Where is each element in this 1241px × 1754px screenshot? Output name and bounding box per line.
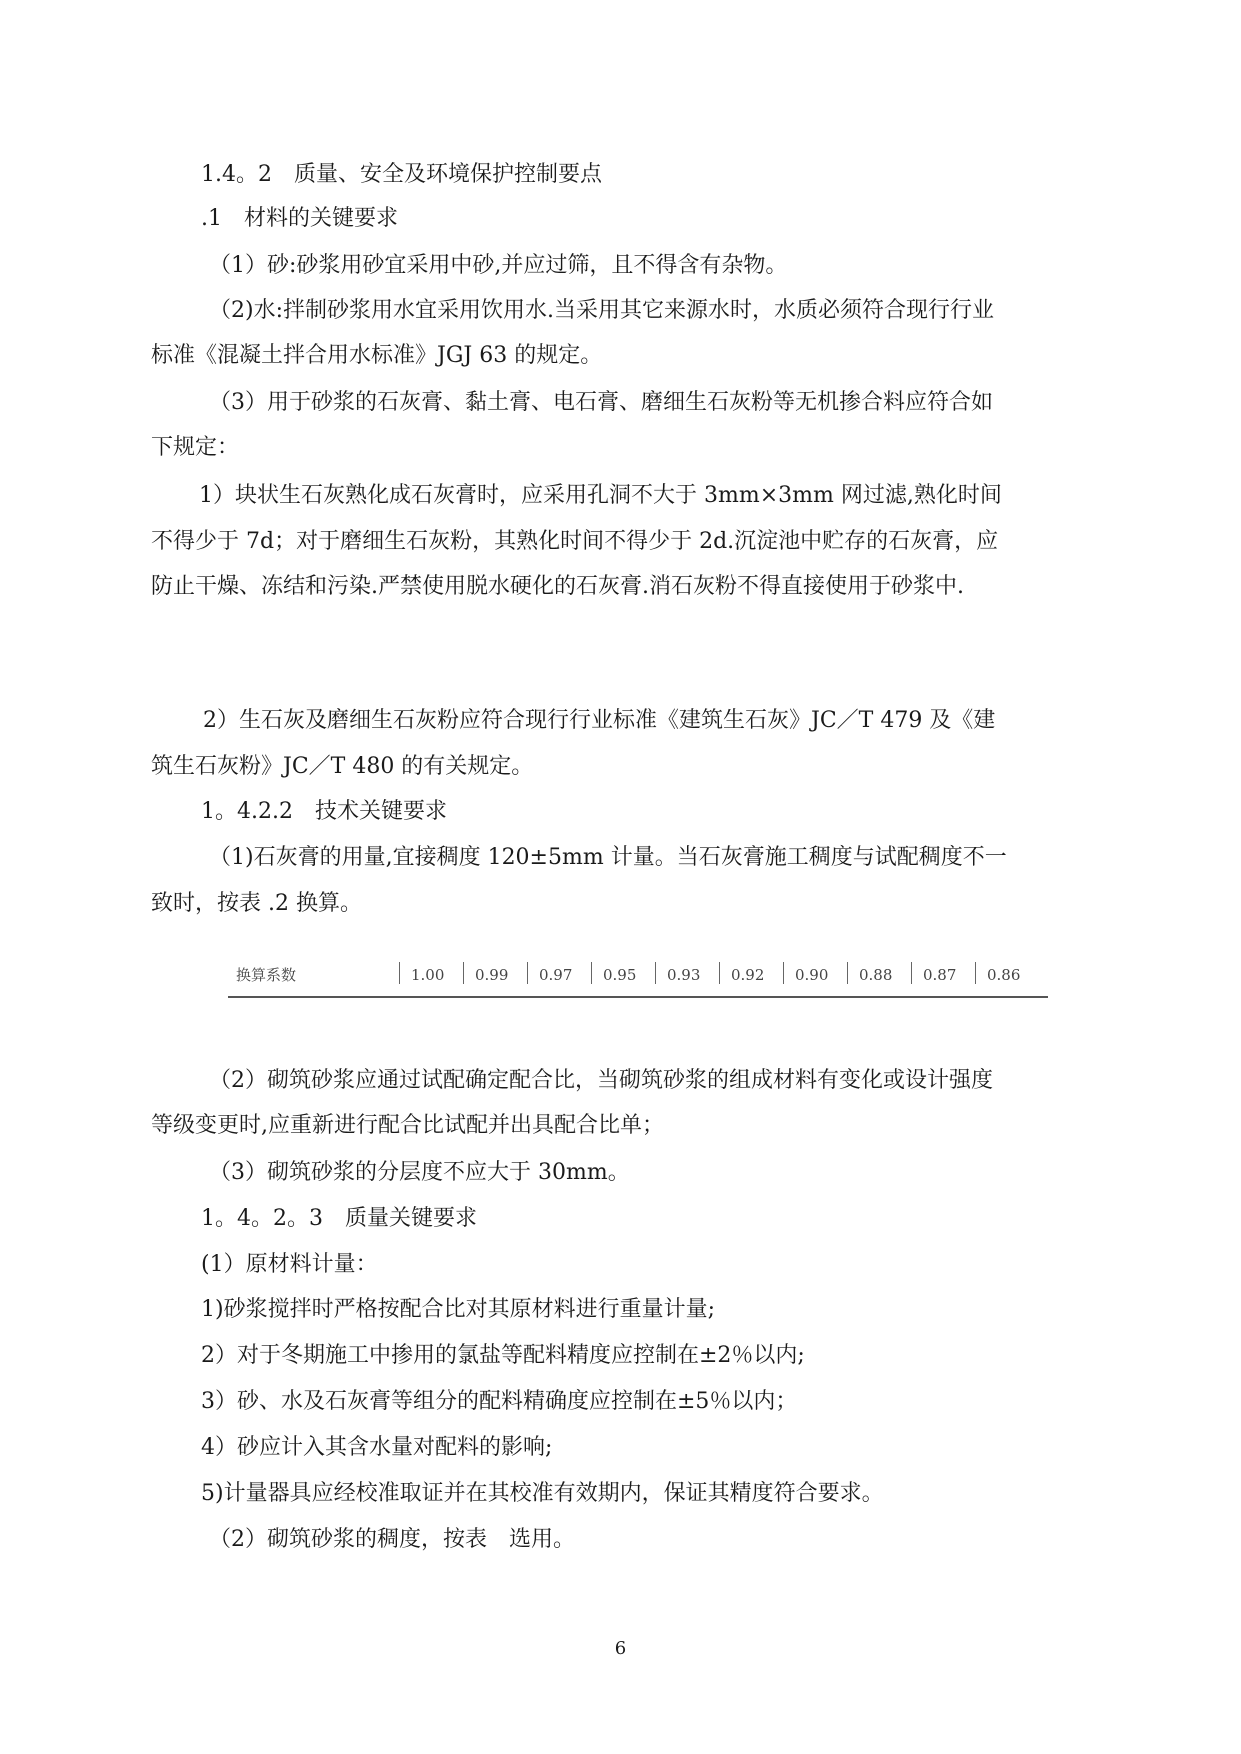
- table-cell: 0.95: [603, 966, 637, 984]
- table-cell: 0.97: [539, 966, 573, 984]
- paragraph-consistency: （2）砌筑砂浆的稠度，按表 选用。: [209, 1527, 575, 1552]
- table-divider: [399, 962, 400, 984]
- subsection-heading-technical: 1。4.2.2 技术关键要求: [201, 799, 447, 824]
- table-divider: [783, 962, 784, 984]
- section-heading-1-4-2: 1.4。2 质量、安全及环境保护控制要点: [201, 162, 602, 187]
- table-cell: 0.92: [731, 966, 765, 984]
- table-divider: [463, 962, 464, 984]
- table-divider: [719, 962, 720, 984]
- table-cell: 0.88: [859, 966, 893, 984]
- paragraph-water-line-2: 标准《混凝土拌合用水标准》JGJ 63 的规定。: [151, 343, 603, 368]
- paragraph-lime-putty-line-3: 防止干燥、冻结和污染.严禁使用脱水硬化的石灰膏.消石灰粉不得直接使用于砂浆中.: [151, 574, 964, 599]
- paragraph-lime-usage-line-2: 致时，按表 .2 换算。: [151, 891, 362, 916]
- paragraph-quicklime-line-2: 筑生石灰粉》JC／T 480 的有关规定。: [151, 754, 534, 779]
- table-row-label: 换算系数: [236, 966, 297, 984]
- table-divider: [847, 962, 848, 984]
- paragraph-lime-putty-line-2: 不得少于 7d；对于磨细生石灰粉，其熟化时间不得少于 2d.沉淀池中贮存的石灰膏，应: [151, 529, 999, 554]
- list-item-5: 5)计量器具应经校准取证并在其校准有效期内，保证其精度符合要求。: [201, 1481, 884, 1506]
- paragraph-mix-ratio-line-2: 等级变更时,应重新进行配合比试配并出具配合比单；: [151, 1113, 664, 1138]
- page-number: 6: [614, 1638, 627, 1659]
- table-cell: 0.93: [667, 966, 701, 984]
- list-item-3: 3）砂、水及石灰膏等组分的配料精确度应控制在±5％以内；: [201, 1389, 798, 1414]
- paragraph-layering: （3）砌筑砂浆的分层度不应大于 30mm。: [209, 1160, 630, 1185]
- paragraph-lime-putty-line-1: 1）块状生石灰熟化成石灰膏时，应采用孔洞不大于 3mm×3mm 网过滤,熟化时间: [199, 483, 1002, 508]
- paragraph-lime-usage-line-1: （1)石灰膏的用量,宜接稠度 120±5mm 计量。当石灰膏施工稠度与试配稠度不一: [209, 845, 1007, 870]
- table-divider: [975, 962, 976, 984]
- subsection-heading-materials: .1 材料的关键要求: [201, 206, 398, 231]
- paragraph-water-line-1: （2)水:拌制砂浆用水宜采用饮用水.当采用其它来源水时，水质必须符合现行行业: [209, 298, 994, 323]
- paragraph-raw-material: (1）原材料计量：: [201, 1252, 378, 1277]
- paragraph-admixture-line-1: （3）用于砂浆的石灰膏、黏土膏、电石膏、磨细生石灰粉等无机掺合料应符合如: [209, 390, 993, 415]
- subsection-heading-quality: 1。4。2。3 质量关键要求: [201, 1206, 477, 1231]
- list-item-2: 2）对于冬期施工中掺用的氯盐等配料精度应控制在±2％以内;: [201, 1343, 805, 1368]
- table-cell: 0.90: [795, 966, 829, 984]
- table-cell: 0.86: [987, 966, 1021, 984]
- paragraph-quicklime-line-1: 2）生石灰及磨细生石灰粉应符合现行行业标准《建筑生石灰》JC／T 479 及《建: [203, 708, 996, 733]
- table-cell: 1.00: [411, 966, 445, 984]
- conversion-factor-table: [228, 958, 1048, 998]
- paragraph-admixture-line-2: 下规定：: [151, 435, 240, 460]
- table-divider: [655, 962, 656, 984]
- table-cell: 0.99: [475, 966, 509, 984]
- paragraph-sand: （1）砂:砂浆用砂宜采用中砂,并应过筛，且不得含有杂物。: [209, 253, 788, 278]
- table-divider: [591, 962, 592, 984]
- paragraph-mix-ratio-line-1: （2）砌筑砂浆应通过试配确定配合比，当砌筑砂浆的组成材料有变化或设计强度: [209, 1068, 993, 1093]
- table-divider: [527, 962, 528, 984]
- list-item-1: 1)砂浆搅拌时严格按配合比对其原材料进行重量计量;: [201, 1297, 715, 1322]
- table-cell: 0.87: [923, 966, 957, 984]
- list-item-4: 4）砂应计入其含水量对配料的影响;: [201, 1435, 553, 1460]
- table-divider: [911, 962, 912, 984]
